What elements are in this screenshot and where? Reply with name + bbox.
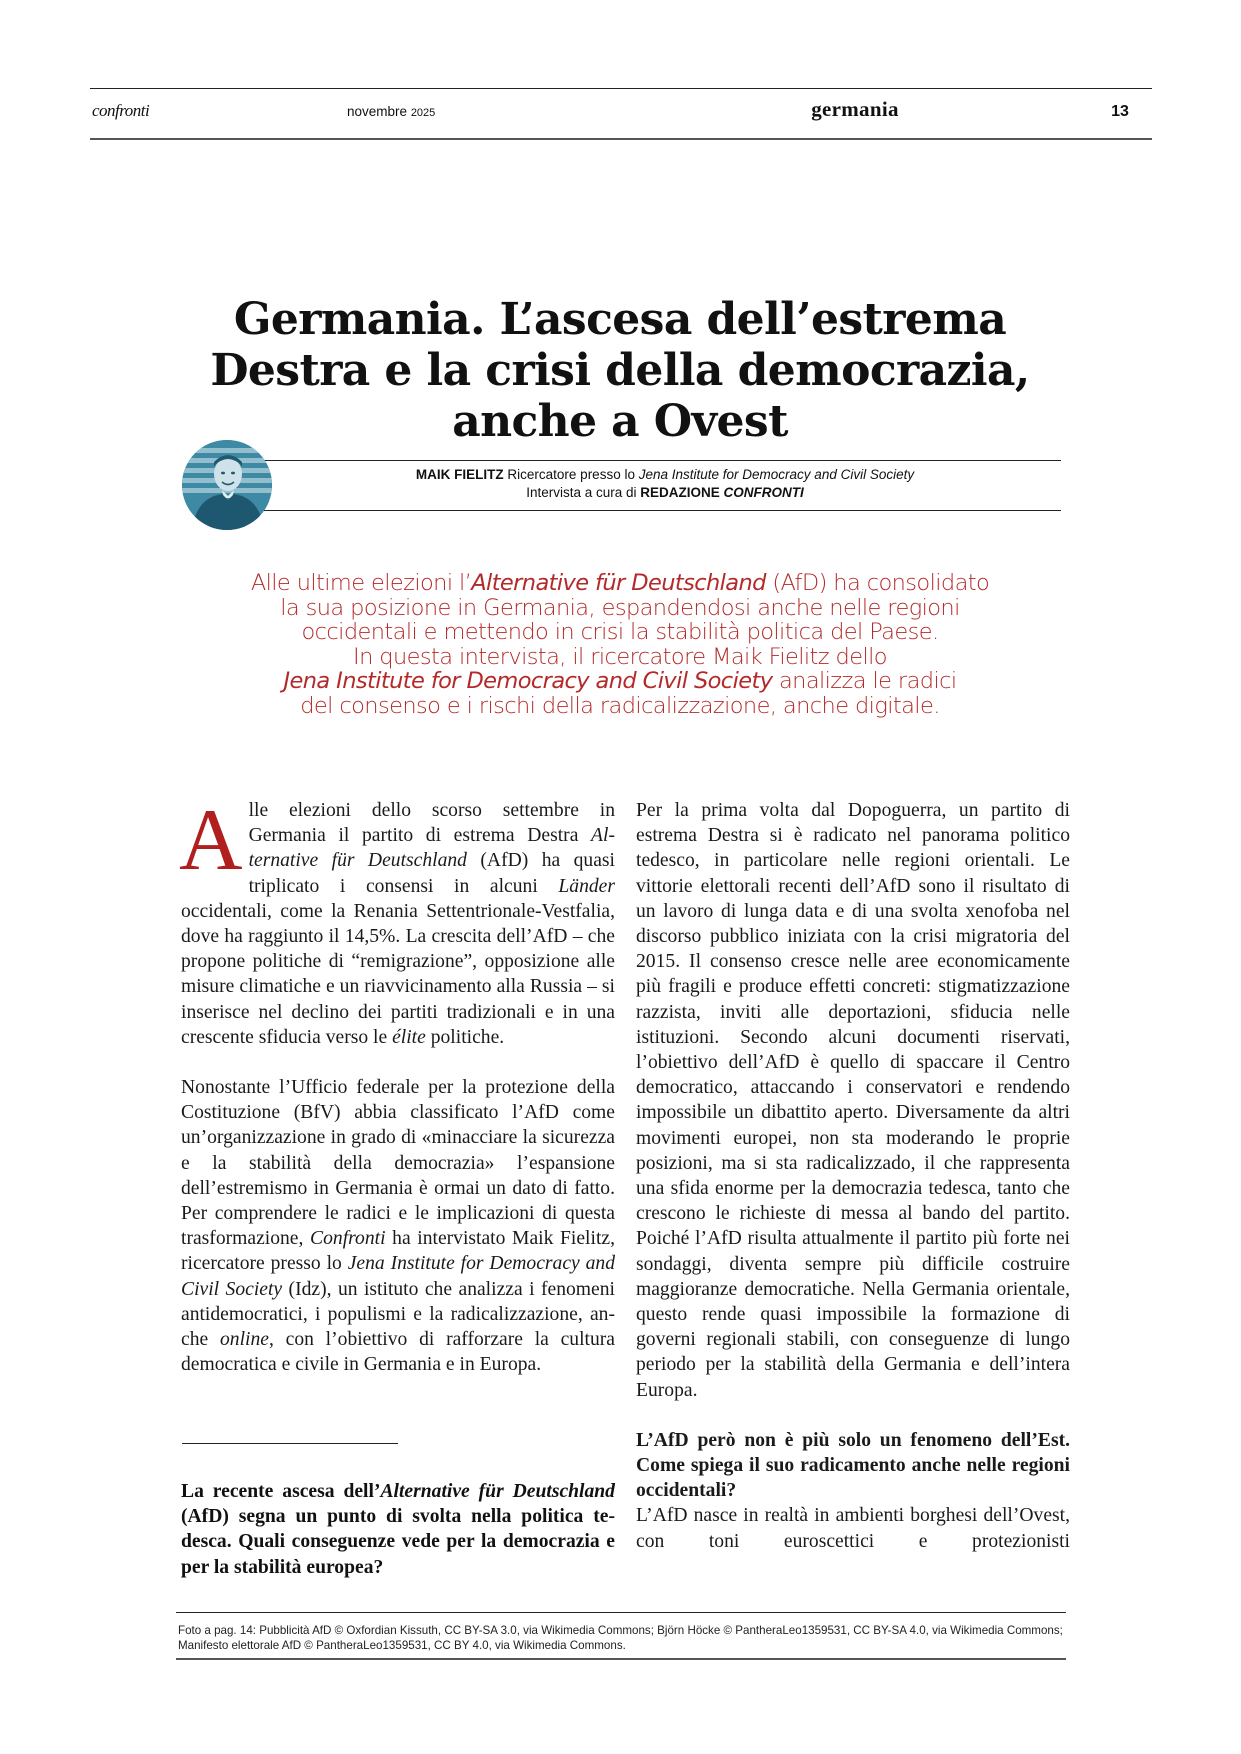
paragraph-context (181, 1075, 615, 1377)
text: ha intervistato Maik Fielitz, ricercatore presso lo (181, 1228, 615, 1275)
photo-credits: Foto a pag. 14: Pubblicità AfD © Oxfordian Kissuth, CC BY-SA 3.0, via Wikimedia Commons; Björn Höcke © PantheraLeo1359531, CC BY-SA 4.0, via Wikimedia Commons; Manifesto elettorale AfD © PantheraLeo1359531, CC BY 4.0, via Wikimedia Commons. (178, 1624, 1063, 1652)
text: La recente ascesa dell’ (181, 1481, 381, 1502)
answer-1: Per la prima volta dal Dopoguerra, un partito di estrema Destra si è radicato nel panorama politico tedesco, in particolare nelle regioni orientali. Le vittorie elettorali recenti dell’AfD sono il risultato di un lavoro di lunga data e di una svolta xenofoba nel discorso pubblico iniziata con la crisi migratoria del 2015. Il consenso cresce nelle aree economicamente più fragili e produce effetti concreti: stigmatizzazione razzista, inviti alle deportazioni, sfiducia nelle istituzioni. Secondo alcuni documenti riservati, l’obiettivo dell’AfD è quello di spaccare il Centro democratico, attaccando i conservatori e rendendo impossibile un dibattito aperto. Diversamente da altri movimenti europei, non sta moderando le proprie posizioni, ma si sta radicalizzado, il che rappresenta una sfida enorme per la democrazia tedesca, tanto che crescono le richieste di messa al bando del partito. Poiché l’AfD risulta attualmente il partito più forte nei sondaggi, diventa sempre più difficile costruire maggioranze democratiche. Nella Germania orientale, questo rende quasi impossibile la formazione di governi regionali stabili, con conseguenze di lungo periodo per la stabilità della Germania e dell’intera Europa. (636, 800, 1070, 1401)
column-right (636, 798, 1070, 1554)
issue-year: 2025 (410, 107, 436, 119)
author-credits (270, 466, 1060, 502)
lede-line (170, 669, 1070, 694)
issue-month: novembre (347, 104, 408, 119)
lede-italic: Jena Institute for Democracy and Civil Society (283, 668, 773, 694)
header-bottom-rule (90, 138, 1152, 140)
author-role: Ricercatore presso lo (507, 467, 635, 482)
portrait-image (182, 440, 272, 530)
interview-prefix: Intervista a cura di (526, 485, 637, 500)
text: (AfD) segna un punto di svolta nella politica tedesca. Quali conseguenze vede per la democrazia e per la stabilità europea? (181, 1506, 615, 1578)
author-line (270, 466, 1060, 484)
text: (Idz), un istituto che analizza i fenomeni antidemocratici, i populismi e la radicalizzazione, anche (181, 1278, 615, 1351)
lede-line: In questa intervista, il ricercatore Maik Fielitz dello (353, 643, 887, 670)
lede-line: la sua posizione in Germania, espandendosi anche nelle regioni (280, 594, 960, 621)
author-photo (182, 440, 272, 530)
text: (AfD) ha quasi triplicato i consensi in alcuni (248, 850, 615, 897)
header-top-rule (90, 88, 1152, 89)
article-title (150, 294, 1090, 447)
paragraph-intro (179, 792, 615, 1050)
title-line: Destra e la crisi della democrazia, (210, 345, 1030, 396)
lede-text: (AfD) ha consolidato (765, 570, 990, 596)
author-institute: Jena Institute for Democracy and Civil Society (638, 467, 915, 482)
italic-text: online (219, 1329, 269, 1351)
lede-text: analizza le radici (772, 668, 957, 694)
interview-line (270, 484, 1060, 502)
interviewer-magazine: CONFRONTI (723, 485, 804, 500)
lede-italic: Alternative für Deutschland (471, 570, 766, 596)
text: occidentali, come la Renania Settentrionale-Vestfalia, dove ha raggiunto il 14,5%. La crescita dell’AfD – che propone politiche di “remigrazione”, opposizione alle misure climatiche e un riavvicinamento alla Russia – si inserisce nel declino dei partiti tradizionali e in una crescente sfiducia verso le (181, 900, 615, 1048)
author-bottom-rule (245, 510, 1061, 511)
column-left (179, 792, 616, 1377)
lede-line: del consenso e i rischi della radicalizzazione, anche digitale. (300, 692, 940, 719)
title-line: Germania. L’ascesa dell’estrema (233, 294, 1007, 345)
text: Nonostante l’Ufficio federale per la protezione della Costituzione (BfV) abbia classificato l’AfD come un’organizzazione in grado di «minacciare la sicurezza e la stabilità della democrazia» l’espansione dell’estremismo in Germania è ormai un dato di fatto. Per comprendere le radici e le implicazioni di questa trasformazione, (181, 1077, 615, 1250)
interview-question-2: L’AfD però non è più solo un fenomeno dell’Est. Come spiega il suo radicamento anche nelle regioni occidentali? (636, 1429, 1070, 1502)
lede-line: occidentali e mettendo in crisi la stabilità politica del Paese. (301, 619, 939, 645)
section-divider (182, 1443, 398, 1444)
italic-text: Jena Institute for Democracy and Civil Society (181, 1253, 615, 1300)
issue-date (347, 104, 435, 119)
italic-text: Alternative für Deutschland (380, 1481, 615, 1502)
author-name: MAIK FIELITZ (415, 467, 504, 482)
text: politiche. (425, 1026, 505, 1048)
article-lede (170, 571, 1070, 718)
section-name: germania (811, 97, 899, 121)
footer-top-rule (176, 1612, 1066, 1613)
text: lle elezioni dello scorso settembre in Germania il partito di estrema Destra (248, 800, 615, 847)
magazine-logo: confronti (92, 101, 150, 120)
interviewer: REDAZIONE (640, 485, 720, 500)
page-number: 13 (1111, 103, 1129, 120)
author-top-rule (245, 460, 1061, 461)
interview-question-1 (181, 1479, 615, 1580)
italic-text: élite (392, 1026, 426, 1048)
answer-2: L’AfD nasce in realtà in ambienti borghesi dell’Ovest, con toni euroscettici e protezionisti (636, 1505, 1070, 1552)
text: , con l’obiettivo di rafforzare la cultura democratica e civile in Germania e in Europa. (181, 1329, 616, 1376)
footer-bottom-rule (176, 1658, 1066, 1660)
lede-text: Alle ultime elezioni l’ (250, 570, 472, 596)
lede-line (170, 571, 1070, 596)
italic-text: Confronti (310, 1228, 386, 1250)
drop-cap: A (179, 792, 243, 889)
italic-text: Alternative für Deutschland (248, 825, 615, 872)
italic-text: Länder (558, 875, 615, 897)
title-line: anche a Ovest (452, 396, 788, 447)
